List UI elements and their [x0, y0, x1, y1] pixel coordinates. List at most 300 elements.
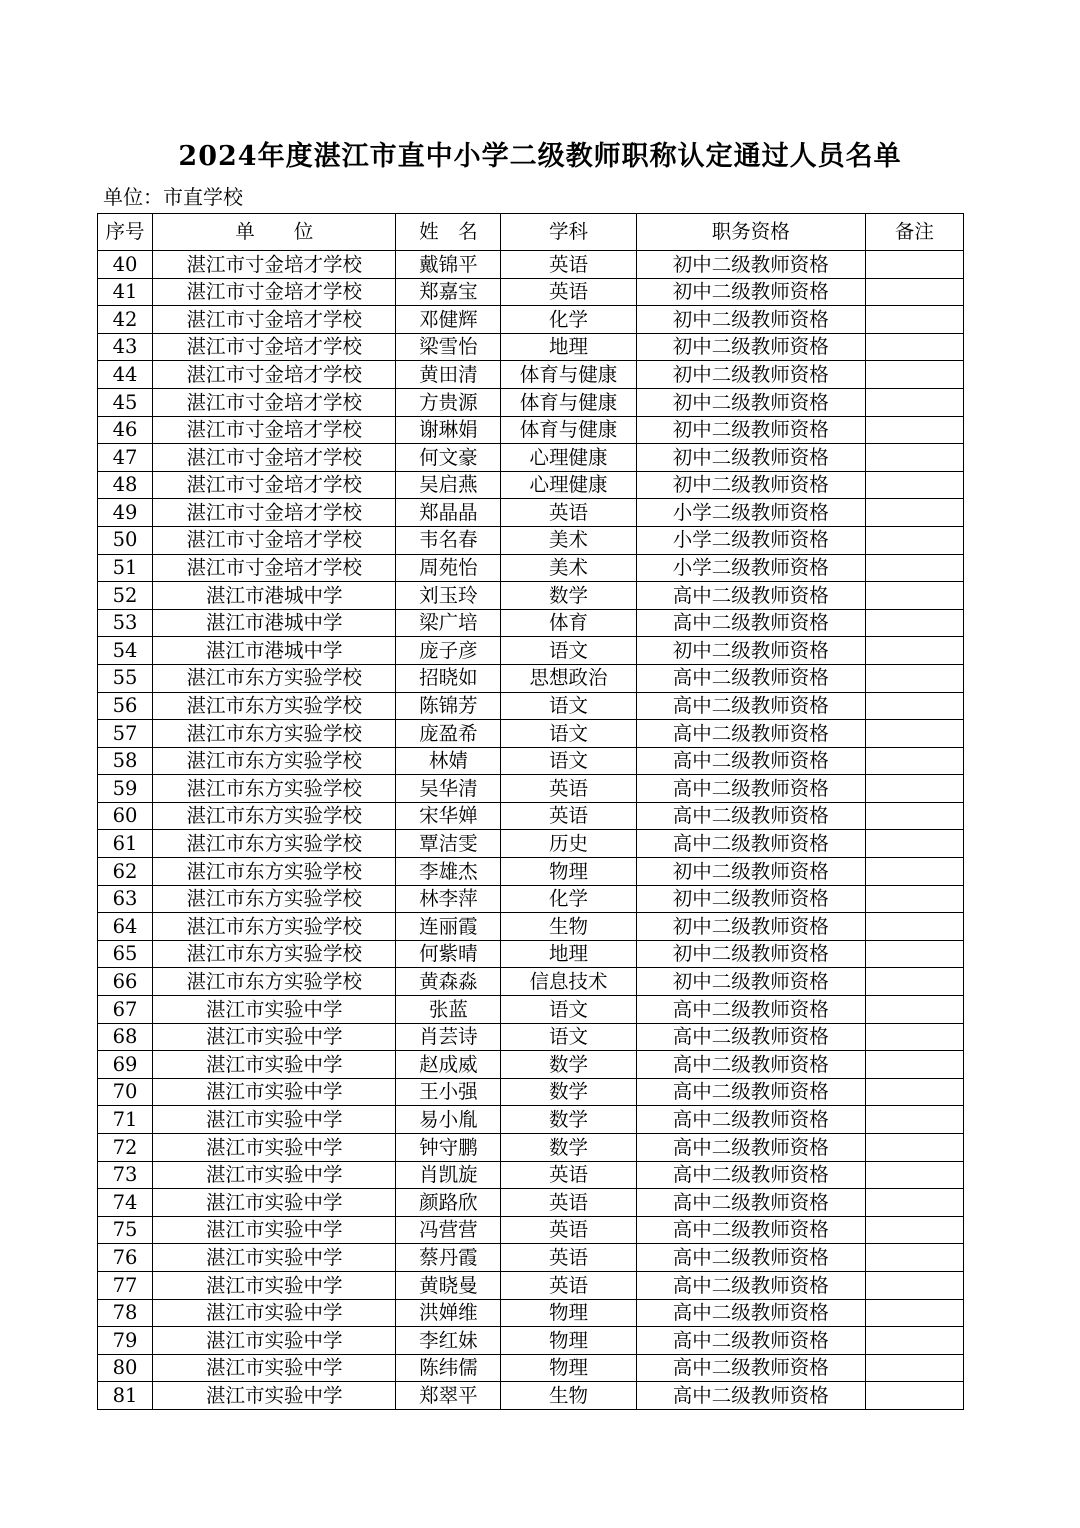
- cell-unit: 湛江市东方实验学校: [153, 692, 396, 720]
- cell-name: 王小强: [396, 1078, 501, 1106]
- cell-unit: 湛江市东方实验学校: [153, 802, 396, 830]
- table-row: [98, 968, 964, 996]
- table-row: [98, 913, 964, 941]
- cell-note: [865, 609, 963, 637]
- cell-name: 戴锦平: [396, 251, 501, 279]
- cell-no: 81: [98, 1382, 153, 1410]
- cell-name: 何紫晴: [396, 940, 501, 968]
- cell-unit: 湛江市实验中学: [153, 996, 396, 1024]
- cell-note: [865, 1299, 963, 1327]
- cell-subject: 英语: [501, 1189, 636, 1217]
- table-row: [98, 885, 964, 913]
- cell-note: [865, 1271, 963, 1299]
- cell-subject: 生物: [501, 1382, 636, 1410]
- cell-note: [865, 1051, 963, 1079]
- cell-no: 41: [98, 278, 153, 306]
- cell-unit: 湛江市东方实验学校: [153, 940, 396, 968]
- cell-subject: 地理: [501, 940, 636, 968]
- cell-unit: 湛江市实验中学: [153, 1078, 396, 1106]
- cell-unit: 湛江市寸金培才学校: [153, 471, 396, 499]
- cell-no: 55: [98, 664, 153, 692]
- table-row: [98, 664, 964, 692]
- cell-name: 郑晶晶: [396, 499, 501, 527]
- cell-no: 45: [98, 388, 153, 416]
- cell-qualification: 初中二级教师资格: [636, 913, 865, 941]
- cell-note: [865, 664, 963, 692]
- cell-qualification: 初中二级教师资格: [636, 444, 865, 472]
- cell-qualification: 高中二级教师资格: [636, 1078, 865, 1106]
- cell-qualification: 高中二级教师资格: [636, 1354, 865, 1382]
- cell-subject: 物理: [501, 1299, 636, 1327]
- cell-note: [865, 968, 963, 996]
- cell-name: 李红妹: [396, 1327, 501, 1355]
- table-row: [98, 582, 964, 610]
- cell-qualification: 高中二级教师资格: [636, 775, 865, 803]
- cell-name: 颜路欣: [396, 1189, 501, 1217]
- cell-qualification: 高中二级教师资格: [636, 996, 865, 1024]
- document-title: 2024年度湛江市直中小学二级教师职称认定通过人员名单: [178, 141, 902, 172]
- cell-subject: 英语: [501, 802, 636, 830]
- cell-qualification: 高中二级教师资格: [636, 1216, 865, 1244]
- cell-subject: 物理: [501, 1354, 636, 1382]
- cell-subject: 英语: [501, 278, 636, 306]
- cell-no: 77: [98, 1271, 153, 1299]
- cell-subject: 体育与健康: [501, 416, 636, 444]
- cell-qualification: 初中二级教师资格: [636, 471, 865, 499]
- cell-subject: 历史: [501, 830, 636, 858]
- cell-qualification: 初中二级教师资格: [636, 333, 865, 361]
- cell-name: 陈锦芳: [396, 692, 501, 720]
- cell-unit: 湛江市寸金培才学校: [153, 251, 396, 279]
- cell-qualification: 高中二级教师资格: [636, 1244, 865, 1272]
- column-header-qualification: 职务资格: [636, 214, 865, 251]
- cell-qualification: 初中二级教师资格: [636, 940, 865, 968]
- cell-subject: 化学: [501, 306, 636, 334]
- cell-qualification: 高中二级教师资格: [636, 1382, 865, 1410]
- cell-name: 招晓如: [396, 664, 501, 692]
- cell-no: 63: [98, 885, 153, 913]
- cell-note: [865, 499, 963, 527]
- table-row: [98, 637, 964, 665]
- cell-note: [865, 940, 963, 968]
- cell-unit: 湛江市港城中学: [153, 637, 396, 665]
- cell-unit: 湛江市东方实验学校: [153, 720, 396, 748]
- cell-name: 林婧: [396, 747, 501, 775]
- cell-unit: 湛江市实验中学: [153, 1216, 396, 1244]
- cell-unit: 湛江市东方实验学校: [153, 664, 396, 692]
- table-header-row: [98, 214, 964, 251]
- cell-no: 65: [98, 940, 153, 968]
- cell-note: [865, 858, 963, 886]
- table-row: [98, 858, 964, 886]
- cell-no: 61: [98, 830, 153, 858]
- cell-qualification: 初中二级教师资格: [636, 885, 865, 913]
- column-header-no: 序号: [98, 214, 153, 251]
- cell-qualification: 初中二级教师资格: [636, 637, 865, 665]
- cell-no: 53: [98, 609, 153, 637]
- cell-qualification: 初中二级教师资格: [636, 968, 865, 996]
- cell-name: 陈纬儒: [396, 1354, 501, 1382]
- table-row: [98, 333, 964, 361]
- cell-unit: 湛江市港城中学: [153, 609, 396, 637]
- cell-no: 57: [98, 720, 153, 748]
- cell-unit: 湛江市寸金培才学校: [153, 306, 396, 334]
- cell-note: [865, 1382, 963, 1410]
- cell-unit: 湛江市实验中学: [153, 1051, 396, 1079]
- cell-unit: 湛江市寸金培才学校: [153, 444, 396, 472]
- cell-qualification: 高中二级教师资格: [636, 692, 865, 720]
- cell-note: [865, 444, 963, 472]
- cell-name: 钟守鹏: [396, 1134, 501, 1162]
- cell-qualification: 高中二级教师资格: [636, 582, 865, 610]
- cell-no: 70: [98, 1078, 153, 1106]
- cell-note: [865, 747, 963, 775]
- table-row: [98, 471, 964, 499]
- table-row: [98, 747, 964, 775]
- cell-name: 何文豪: [396, 444, 501, 472]
- cell-no: 50: [98, 526, 153, 554]
- table-row: [98, 361, 964, 389]
- table-row: [98, 251, 964, 279]
- cell-unit: 湛江市实验中学: [153, 1354, 396, 1382]
- cell-note: [865, 996, 963, 1024]
- cell-no: 43: [98, 333, 153, 361]
- cell-note: [865, 830, 963, 858]
- cell-subject: 英语: [501, 499, 636, 527]
- table-row: [98, 1244, 964, 1272]
- cell-note: [865, 637, 963, 665]
- cell-unit: 湛江市东方实验学校: [153, 830, 396, 858]
- cell-name: 吴启燕: [396, 471, 501, 499]
- table-row: [98, 720, 964, 748]
- table-row: [98, 499, 964, 527]
- cell-no: 51: [98, 554, 153, 582]
- cell-subject: 语文: [501, 637, 636, 665]
- table-row: [98, 802, 964, 830]
- cell-unit: 湛江市港城中学: [153, 582, 396, 610]
- cell-note: [865, 913, 963, 941]
- teacher-list-table: [97, 213, 964, 1410]
- cell-name: 蔡丹霞: [396, 1244, 501, 1272]
- cell-subject: 心理健康: [501, 444, 636, 472]
- cell-unit: 湛江市寸金培才学校: [153, 554, 396, 582]
- cell-subject: 英语: [501, 1216, 636, 1244]
- cell-no: 62: [98, 858, 153, 886]
- table-row: [98, 940, 964, 968]
- cell-qualification: 初中二级教师资格: [636, 361, 865, 389]
- cell-note: [865, 1023, 963, 1051]
- cell-name: 冯营营: [396, 1216, 501, 1244]
- table-row: [98, 1382, 964, 1410]
- cell-note: [865, 416, 963, 444]
- column-header-note: 备注: [865, 214, 963, 251]
- table-row: [98, 1299, 964, 1327]
- cell-name: 梁雪怡: [396, 333, 501, 361]
- cell-unit: 湛江市实验中学: [153, 1299, 396, 1327]
- cell-subject: 数学: [501, 1106, 636, 1134]
- cell-subject: 英语: [501, 775, 636, 803]
- table-row: [98, 1023, 964, 1051]
- cell-name: 洪婵维: [396, 1299, 501, 1327]
- cell-name: 刘玉玲: [396, 582, 501, 610]
- column-header-name: 姓 名: [396, 214, 501, 251]
- cell-qualification: 初中二级教师资格: [636, 858, 865, 886]
- cell-subject: 体育: [501, 609, 636, 637]
- cell-qualification: 高中二级教师资格: [636, 1161, 865, 1189]
- cell-qualification: 高中二级教师资格: [636, 830, 865, 858]
- cell-subject: 语文: [501, 996, 636, 1024]
- cell-unit: 湛江市东方实验学校: [153, 968, 396, 996]
- table-row: [98, 416, 964, 444]
- cell-note: [865, 720, 963, 748]
- cell-note: [865, 1106, 963, 1134]
- cell-name: 覃洁雯: [396, 830, 501, 858]
- cell-note: [865, 471, 963, 499]
- cell-no: 80: [98, 1354, 153, 1382]
- cell-name: 黄田清: [396, 361, 501, 389]
- cell-subject: 美术: [501, 526, 636, 554]
- cell-note: [865, 278, 963, 306]
- cell-no: 73: [98, 1161, 153, 1189]
- cell-name: 赵成威: [396, 1051, 501, 1079]
- cell-name: 肖芸诗: [396, 1023, 501, 1051]
- cell-qualification: 高中二级教师资格: [636, 1134, 865, 1162]
- table-row: [98, 1271, 964, 1299]
- cell-note: [865, 1216, 963, 1244]
- cell-subject: 英语: [501, 1244, 636, 1272]
- cell-name: 邓健辉: [396, 306, 501, 334]
- table-row: [98, 1354, 964, 1382]
- cell-note: [865, 1189, 963, 1217]
- table-row: [98, 1134, 964, 1162]
- cell-subject: 物理: [501, 1327, 636, 1355]
- cell-no: 59: [98, 775, 153, 803]
- cell-note: [865, 1354, 963, 1382]
- cell-no: 72: [98, 1134, 153, 1162]
- cell-note: [865, 1134, 963, 1162]
- cell-qualification: 小学二级教师资格: [636, 499, 865, 527]
- cell-name: 黄晓曼: [396, 1271, 501, 1299]
- cell-qualification: 小学二级教师资格: [636, 554, 865, 582]
- cell-subject: 英语: [501, 251, 636, 279]
- cell-name: 肖凯旋: [396, 1161, 501, 1189]
- unit-label: 单位：市直学校: [103, 185, 243, 209]
- cell-no: 69: [98, 1051, 153, 1079]
- cell-qualification: 高中二级教师资格: [636, 664, 865, 692]
- cell-note: [865, 251, 963, 279]
- cell-name: 方贵源: [396, 388, 501, 416]
- table-row: [98, 526, 964, 554]
- cell-unit: 湛江市实验中学: [153, 1271, 396, 1299]
- cell-note: [865, 361, 963, 389]
- table-row: [98, 278, 964, 306]
- cell-no: 56: [98, 692, 153, 720]
- cell-note: [865, 554, 963, 582]
- table-row: [98, 609, 964, 637]
- cell-no: 58: [98, 747, 153, 775]
- cell-unit: 湛江市寸金培才学校: [153, 361, 396, 389]
- cell-subject: 信息技术: [501, 968, 636, 996]
- cell-note: [865, 775, 963, 803]
- cell-name: 庞盈希: [396, 720, 501, 748]
- table-row: [98, 1216, 964, 1244]
- cell-qualification: 高中二级教师资格: [636, 1327, 865, 1355]
- cell-subject: 语文: [501, 747, 636, 775]
- cell-qualification: 高中二级教师资格: [636, 1189, 865, 1217]
- cell-subject: 地理: [501, 333, 636, 361]
- cell-name: 连丽霞: [396, 913, 501, 941]
- table-row: [98, 1327, 964, 1355]
- cell-subject: 生物: [501, 913, 636, 941]
- cell-qualification: 高中二级教师资格: [636, 747, 865, 775]
- cell-unit: 湛江市实验中学: [153, 1134, 396, 1162]
- cell-qualification: 高中二级教师资格: [636, 1023, 865, 1051]
- cell-name: 郑嘉宝: [396, 278, 501, 306]
- cell-qualification: 高中二级教师资格: [636, 609, 865, 637]
- cell-name: 黄森淼: [396, 968, 501, 996]
- cell-name: 易小胤: [396, 1106, 501, 1134]
- cell-unit: 湛江市实验中学: [153, 1106, 396, 1134]
- cell-name: 谢琳娟: [396, 416, 501, 444]
- table-row: [98, 1051, 964, 1079]
- cell-note: [865, 388, 963, 416]
- cell-no: 42: [98, 306, 153, 334]
- cell-no: 76: [98, 1244, 153, 1272]
- cell-no: 49: [98, 499, 153, 527]
- cell-unit: 湛江市东方实验学校: [153, 747, 396, 775]
- cell-unit: 湛江市实验中学: [153, 1244, 396, 1272]
- cell-subject: 数学: [501, 1078, 636, 1106]
- cell-subject: 美术: [501, 554, 636, 582]
- cell-name: 韦名春: [396, 526, 501, 554]
- cell-qualification: 初中二级教师资格: [636, 416, 865, 444]
- cell-subject: 物理: [501, 858, 636, 886]
- cell-subject: 体育与健康: [501, 361, 636, 389]
- cell-no: 44: [98, 361, 153, 389]
- cell-qualification: 高中二级教师资格: [636, 1299, 865, 1327]
- cell-no: 67: [98, 996, 153, 1024]
- cell-unit: 湛江市东方实验学校: [153, 858, 396, 886]
- cell-qualification: 初中二级教师资格: [636, 306, 865, 334]
- cell-no: 52: [98, 582, 153, 610]
- cell-subject: 体育与健康: [501, 388, 636, 416]
- cell-name: 张蓝: [396, 996, 501, 1024]
- cell-unit: 湛江市寸金培才学校: [153, 278, 396, 306]
- cell-subject: 数学: [501, 1134, 636, 1162]
- cell-unit: 湛江市寸金培才学校: [153, 416, 396, 444]
- cell-no: 60: [98, 802, 153, 830]
- cell-qualification: 初中二级教师资格: [636, 251, 865, 279]
- cell-subject: 数学: [501, 582, 636, 610]
- cell-subject: 思想政治: [501, 664, 636, 692]
- table-body: [98, 251, 964, 1410]
- cell-qualification: 高中二级教师资格: [636, 1051, 865, 1079]
- cell-qualification: 初中二级教师资格: [636, 388, 865, 416]
- cell-qualification: 小学二级教师资格: [636, 526, 865, 554]
- table-row: [98, 996, 964, 1024]
- cell-note: [865, 802, 963, 830]
- cell-qualification: 高中二级教师资格: [636, 1106, 865, 1134]
- cell-unit: 湛江市东方实验学校: [153, 885, 396, 913]
- cell-subject: 语文: [501, 1023, 636, 1051]
- table-row: [98, 1106, 964, 1134]
- cell-note: [865, 526, 963, 554]
- cell-subject: 英语: [501, 1271, 636, 1299]
- cell-name: 吴华清: [396, 775, 501, 803]
- cell-no: 79: [98, 1327, 153, 1355]
- cell-qualification: 高中二级教师资格: [636, 1271, 865, 1299]
- cell-no: 75: [98, 1216, 153, 1244]
- cell-subject: 心理健康: [501, 471, 636, 499]
- cell-name: 林李萍: [396, 885, 501, 913]
- table-row: [98, 388, 964, 416]
- table-row: [98, 830, 964, 858]
- table-row: [98, 1189, 964, 1217]
- column-header-unit: 单 位: [153, 214, 396, 251]
- cell-no: 68: [98, 1023, 153, 1051]
- cell-name: 李雄杰: [396, 858, 501, 886]
- cell-note: [865, 885, 963, 913]
- cell-subject: 英语: [501, 1161, 636, 1189]
- cell-unit: 湛江市实验中学: [153, 1161, 396, 1189]
- cell-unit: 湛江市东方实验学校: [153, 775, 396, 803]
- cell-note: [865, 1244, 963, 1272]
- cell-subject: 化学: [501, 885, 636, 913]
- cell-subject: 语文: [501, 720, 636, 748]
- cell-note: [865, 692, 963, 720]
- cell-no: 47: [98, 444, 153, 472]
- cell-subject: 数学: [501, 1051, 636, 1079]
- cell-note: [865, 333, 963, 361]
- cell-unit: 湛江市寸金培才学校: [153, 333, 396, 361]
- table-row: [98, 692, 964, 720]
- cell-qualification: 高中二级教师资格: [636, 720, 865, 748]
- table-row: [98, 444, 964, 472]
- cell-subject: 语文: [501, 692, 636, 720]
- cell-no: 74: [98, 1189, 153, 1217]
- cell-unit: 湛江市实验中学: [153, 1189, 396, 1217]
- cell-qualification: 初中二级教师资格: [636, 278, 865, 306]
- cell-note: [865, 1161, 963, 1189]
- cell-name: 宋华婵: [396, 802, 501, 830]
- cell-unit: 湛江市实验中学: [153, 1023, 396, 1051]
- cell-unit: 湛江市寸金培才学校: [153, 499, 396, 527]
- cell-no: 64: [98, 913, 153, 941]
- cell-no: 71: [98, 1106, 153, 1134]
- table-row: [98, 1161, 964, 1189]
- cell-unit: 湛江市东方实验学校: [153, 913, 396, 941]
- cell-no: 78: [98, 1299, 153, 1327]
- cell-unit: 湛江市实验中学: [153, 1382, 396, 1410]
- cell-no: 66: [98, 968, 153, 996]
- cell-note: [865, 1327, 963, 1355]
- cell-note: [865, 582, 963, 610]
- table-row: [98, 1078, 964, 1106]
- cell-no: 40: [98, 251, 153, 279]
- cell-qualification: 高中二级教师资格: [636, 802, 865, 830]
- column-header-subject: 学科: [501, 214, 636, 251]
- cell-note: [865, 306, 963, 334]
- cell-unit: 湛江市寸金培才学校: [153, 526, 396, 554]
- cell-unit: 湛江市寸金培才学校: [153, 388, 396, 416]
- cell-name: 庞子彦: [396, 637, 501, 665]
- table-row: [98, 554, 964, 582]
- cell-name: 梁广培: [396, 609, 501, 637]
- table-row: [98, 775, 964, 803]
- cell-name: 周苑怡: [396, 554, 501, 582]
- cell-no: 54: [98, 637, 153, 665]
- cell-note: [865, 1078, 963, 1106]
